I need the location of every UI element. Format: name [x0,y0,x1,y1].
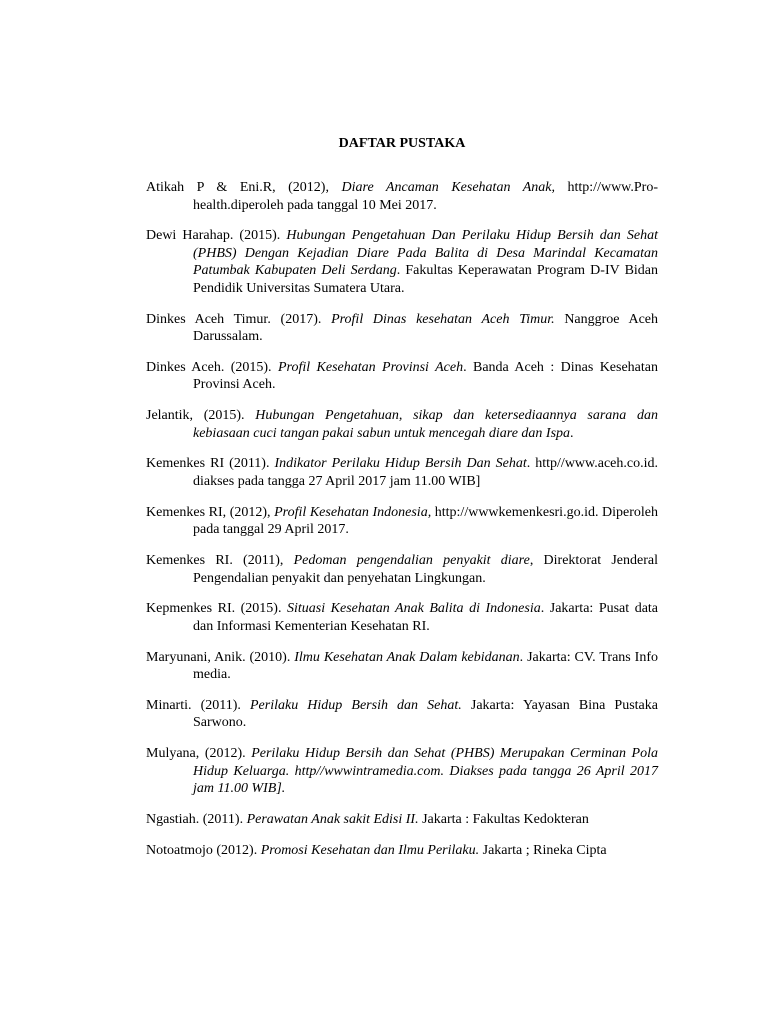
reference-entry [146,407,658,442]
page-title: DAFTAR PUSTAKA [338,136,466,151]
reference-source: Jakarta : Fakultas Kedokteran [418,812,589,828]
reference-entry [146,311,658,346]
reference-title: Profil Dinas kesehatan Aceh Timur. [331,311,555,327]
reference-source: Nanggroe Aceh Darussalam. [193,311,658,345]
reference-title: Perawatan Anak sakit Edisi II. [246,812,419,828]
reference-author: Dinkes Aceh. (2015). [146,359,278,375]
reference-title: Profil Kesehatan Indonesia, [274,504,432,520]
reference-author: Kemenkes RI (2011). [146,456,275,472]
reference-source: . Jakarta: CV. Trans Info media. [193,649,658,683]
reference-source: . [570,425,574,441]
reference-author: Jelantik, (2015). [146,408,256,424]
reference-title: Hubungan Pengetahuan Dan Perilaku Hidup Bersih dan Sehat (PHBS) Dengan Kejadian Diare Pada Balita di Desa Marindal Kecamatan Patumbak Kabupaten Deli Serdang [193,228,659,279]
reference-source: http://www.Pro-health.diperoleh pada tanggal 10 Mei 2017. [193,180,658,213]
reference-title: Pedoman pengendalian penyakit diare [293,553,530,569]
reference-entry [146,811,658,829]
reference-author: Maryunani, Anik. (2010). [146,649,295,665]
reference-entry [146,227,658,297]
reference-author: Notoatmojo (2012). [146,842,261,858]
reference-author: Dinkes Aceh Timur. (2017). [146,311,332,327]
reference-author: Kepmenkes RI. (2015). [146,601,288,617]
reference-list [146,179,658,859]
reference-title: Hubungan Pengetahuan, sikap dan ketersediaannya sarana dan kebiasaan cuci tangan pakai sabun untuk mencegah diare dan Ispa [193,408,658,441]
reference-title: Situasi Kesehatan Anak Balita di Indonesia [287,601,541,617]
reference-author: Kemenkes RI, (2012), [146,504,275,520]
reference-source: . http//www.aceh.co.id. diakses pada tangga 27 April 2017 jam 11.00 WIB] [193,456,658,489]
reference-title: Perilaku Hidup Bersih dan Sehat. [250,697,462,713]
reference-source: . Fakultas Keperawatan Program D-IV Bidan Pendidik Universitas Sumatera Utara. [193,263,659,296]
reference-title: Promosi Kesehatan dan Ilmu Perilaku. [260,842,480,858]
reference-entry [146,552,658,587]
reference-entry [146,600,658,635]
reference-author: Dewi Harahap. (2015). [146,228,287,244]
reference-entry [146,649,658,684]
document-page [146,134,658,873]
reference-author: Kemenkes RI. (2011), [146,553,294,569]
reference-source: . Jakarta: Pusat data dan Informasi Kementerian Kesehatan RI. [193,601,659,634]
reference-source: . Banda Aceh : Dinas Kesehatan Provinsi Aceh. [193,359,658,393]
reference-entry [146,697,658,732]
reference-entry [146,359,658,394]
reference-title: Perilaku Hidup Bersih dan Sehat (PHBS) Merupakan Cerminan Pola Hidup Keluarga. http//wwwintramedia.com. Diakses pada tangga 26 April 2017 jam 11.00 WIB]. [193,746,658,797]
reference-author: Ngastiah. (2011). [146,812,247,828]
reference-author: Atikah P & Eni.R, (2012), [146,180,342,195]
reference-entry [146,842,658,860]
reference-title: Diare Ancaman Kesehatan Anak, [341,180,555,195]
reference-author: Mulyana, (2012). [146,746,252,762]
reference-title: Ilmu Kesehatan Anak Dalam kebidanan [294,649,520,665]
reference-entry [146,745,658,798]
reference-source: Jakarta: Yayasan Bina Pustaka Sarwono. [193,697,658,731]
reference-entry [146,504,658,539]
reference-author: Minarti. (2011). [146,697,250,713]
reference-source: Jakarta ; Rineka Cipta [479,842,607,858]
reference-entry [146,179,658,214]
reference-entry [146,455,658,490]
reference-title: Profil Kesehatan Provinsi Aceh [277,359,464,375]
reference-source: , Direktorat Jenderal Pengendalian penyakit dan penyehatan Lingkungan. [193,553,658,586]
reference-source: http://wwwkemenkesri.go.id. Diperoleh pada tanggal 29 April 2017. [193,504,659,538]
reference-title: Indikator Perilaku Hidup Bersih Dan Sehat [274,456,527,472]
